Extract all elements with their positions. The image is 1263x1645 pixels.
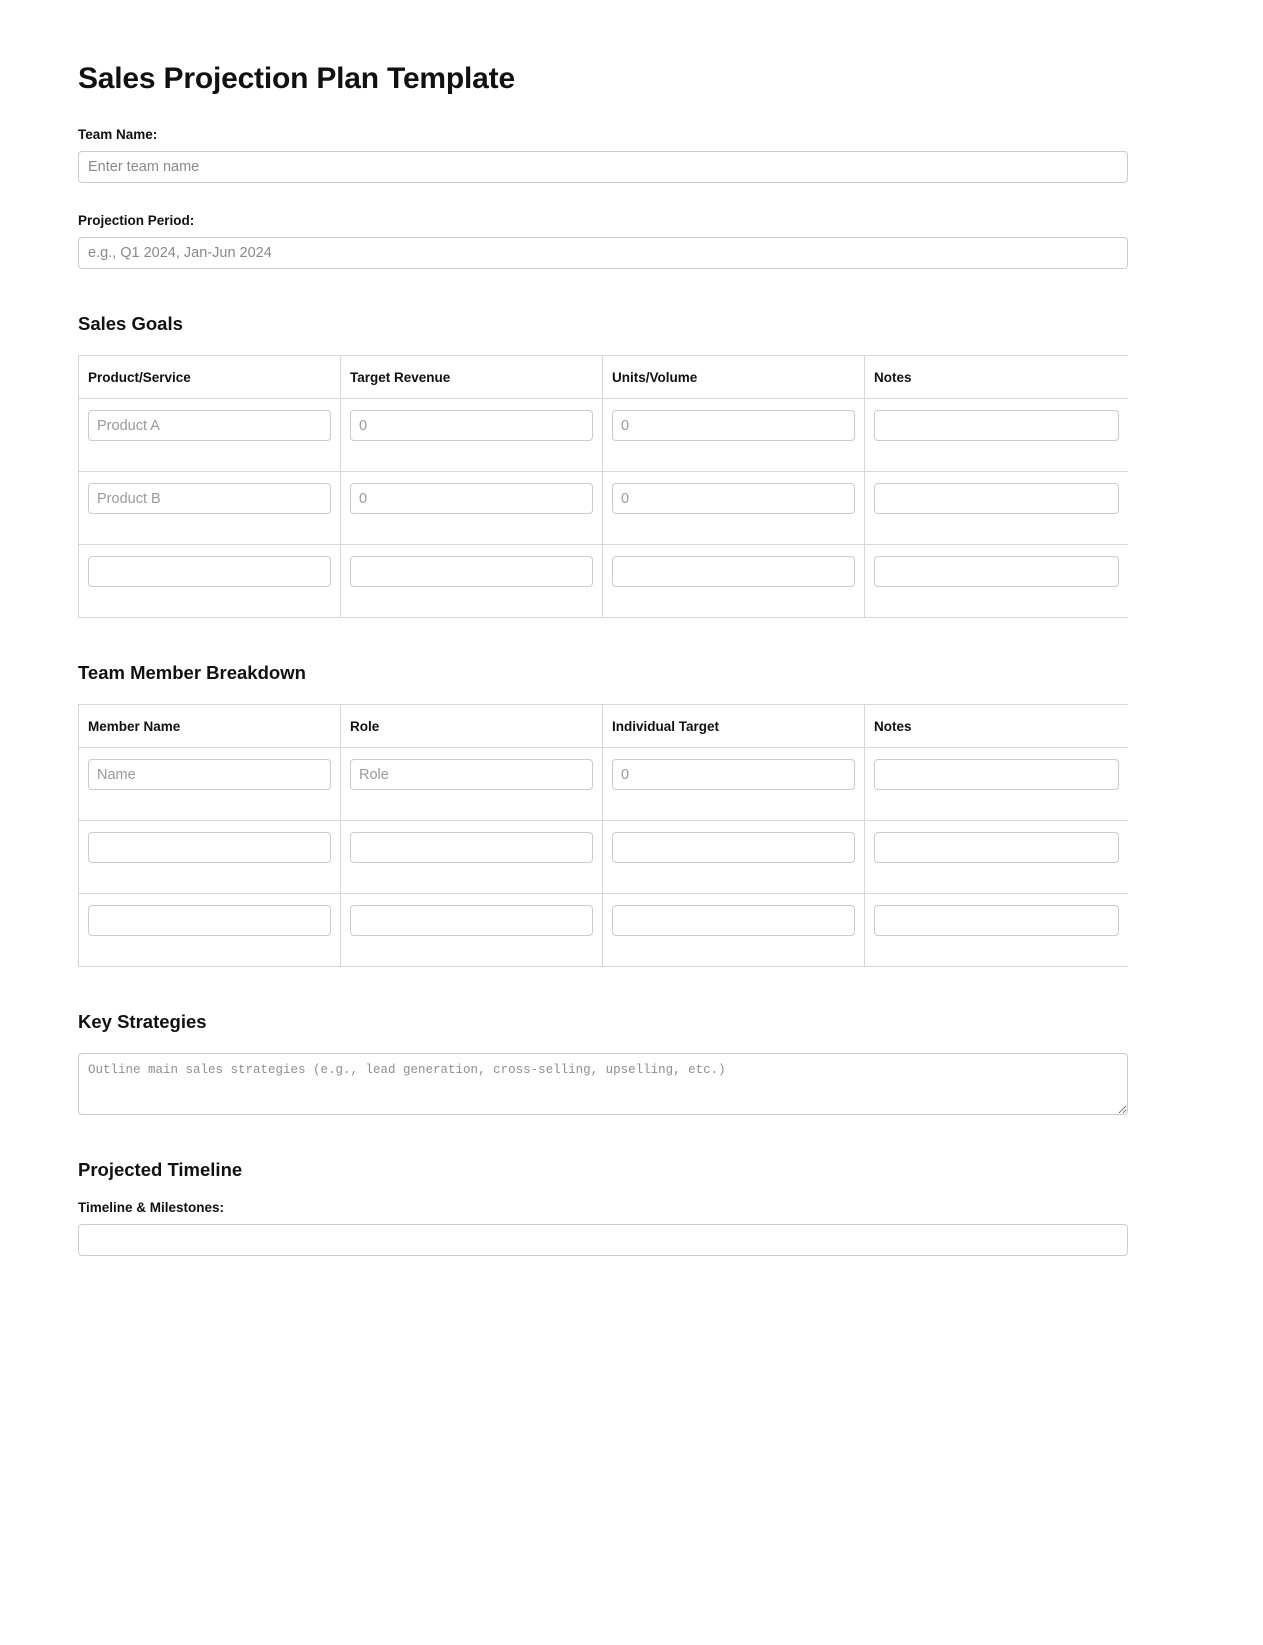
table-row bbox=[79, 545, 1129, 618]
table-row bbox=[79, 748, 1129, 821]
team-member-notes-input-3[interactable] bbox=[874, 905, 1119, 936]
team-member-breakdown-heading: Team Member Breakdown bbox=[78, 662, 306, 684]
cell-product-service bbox=[79, 399, 341, 472]
timeline-milestones-label: Timeline & Milestones: bbox=[78, 1199, 225, 1215]
cell-member-name bbox=[79, 894, 341, 967]
column-header-notes: Notes bbox=[865, 705, 1129, 748]
team-member-role-input-1[interactable] bbox=[350, 759, 593, 790]
team-name-input[interactable] bbox=[78, 151, 1128, 183]
table-row bbox=[79, 821, 1129, 894]
cell-notes bbox=[865, 399, 1129, 472]
sales-goal-revenue-input-3[interactable] bbox=[350, 556, 593, 587]
projected-timeline-heading: Projected Timeline bbox=[78, 1159, 243, 1181]
table-row bbox=[79, 894, 1129, 967]
team-name-label: Team Name: bbox=[78, 126, 158, 142]
sales-goal-notes-input-1[interactable] bbox=[874, 410, 1119, 441]
sales-goal-revenue-input-1[interactable] bbox=[350, 410, 593, 441]
team-member-target-input-1[interactable] bbox=[612, 759, 855, 790]
team-member-breakdown-table bbox=[78, 704, 1128, 967]
cell-target-revenue bbox=[341, 545, 603, 618]
projection-period-input[interactable] bbox=[78, 237, 1128, 269]
table-row bbox=[79, 399, 1129, 472]
cell-notes bbox=[865, 472, 1129, 545]
key-strategies-heading: Key Strategies bbox=[78, 1011, 207, 1033]
table-header-row bbox=[79, 356, 1129, 399]
cell-role bbox=[341, 894, 603, 967]
key-strategies-textarea[interactable] bbox=[78, 1053, 1128, 1115]
cell-role bbox=[341, 821, 603, 894]
sales-goal-notes-input-3[interactable] bbox=[874, 556, 1119, 587]
column-header-target-revenue: Target Revenue bbox=[341, 356, 603, 399]
cell-member-name bbox=[79, 748, 341, 821]
sales-goal-product-input-2[interactable] bbox=[88, 483, 331, 514]
cell-individual-target bbox=[603, 821, 865, 894]
team-member-name-input-1[interactable] bbox=[88, 759, 331, 790]
cell-units-volume bbox=[603, 545, 865, 618]
cell-role bbox=[341, 748, 603, 821]
sales-goal-revenue-input-2[interactable] bbox=[350, 483, 593, 514]
sales-goal-product-input-3[interactable] bbox=[88, 556, 331, 587]
cell-individual-target bbox=[603, 894, 865, 967]
page-title: Sales Projection Plan Template bbox=[78, 62, 515, 95]
sales-goal-notes-input-2[interactable] bbox=[874, 483, 1119, 514]
column-header-product-service: Product/Service bbox=[79, 356, 341, 399]
team-member-role-input-2[interactable] bbox=[350, 832, 593, 863]
column-header-member-name: Member Name bbox=[79, 705, 341, 748]
team-member-role-input-3[interactable] bbox=[350, 905, 593, 936]
cell-individual-target bbox=[603, 748, 865, 821]
table-row bbox=[79, 472, 1129, 545]
cell-notes bbox=[865, 545, 1129, 618]
document-body bbox=[78, 0, 1128, 1256]
team-member-name-input-2[interactable] bbox=[88, 832, 331, 863]
sales-goals-heading: Sales Goals bbox=[78, 312, 183, 334]
projection-period-label: Projection Period: bbox=[78, 212, 195, 228]
sales-goal-units-input-1[interactable] bbox=[612, 410, 855, 441]
cell-product-service bbox=[79, 472, 341, 545]
cell-notes bbox=[865, 821, 1129, 894]
column-header-notes: Notes bbox=[865, 356, 1129, 399]
sales-goals-table bbox=[78, 355, 1128, 618]
timeline-milestones-input[interactable] bbox=[78, 1224, 1128, 1256]
cell-notes bbox=[865, 748, 1129, 821]
cell-units-volume bbox=[603, 399, 865, 472]
cell-target-revenue bbox=[341, 472, 603, 545]
cell-notes bbox=[865, 894, 1129, 967]
cell-target-revenue bbox=[341, 399, 603, 472]
team-member-notes-input-1[interactable] bbox=[874, 759, 1119, 790]
column-header-individual-target: Individual Target bbox=[603, 705, 865, 748]
cell-member-name bbox=[79, 821, 341, 894]
cell-product-service bbox=[79, 545, 341, 618]
team-member-target-input-3[interactable] bbox=[612, 905, 855, 936]
table-header-row bbox=[79, 705, 1129, 748]
column-header-units-volume: Units/Volume bbox=[603, 356, 865, 399]
team-member-name-input-3[interactable] bbox=[88, 905, 331, 936]
sales-goal-units-input-2[interactable] bbox=[612, 483, 855, 514]
team-member-target-input-2[interactable] bbox=[612, 832, 855, 863]
team-member-notes-input-2[interactable] bbox=[874, 832, 1119, 863]
sales-goal-units-input-3[interactable] bbox=[612, 556, 855, 587]
cell-units-volume bbox=[603, 472, 865, 545]
sales-goal-product-input-1[interactable] bbox=[88, 410, 331, 441]
column-header-role: Role bbox=[341, 705, 603, 748]
